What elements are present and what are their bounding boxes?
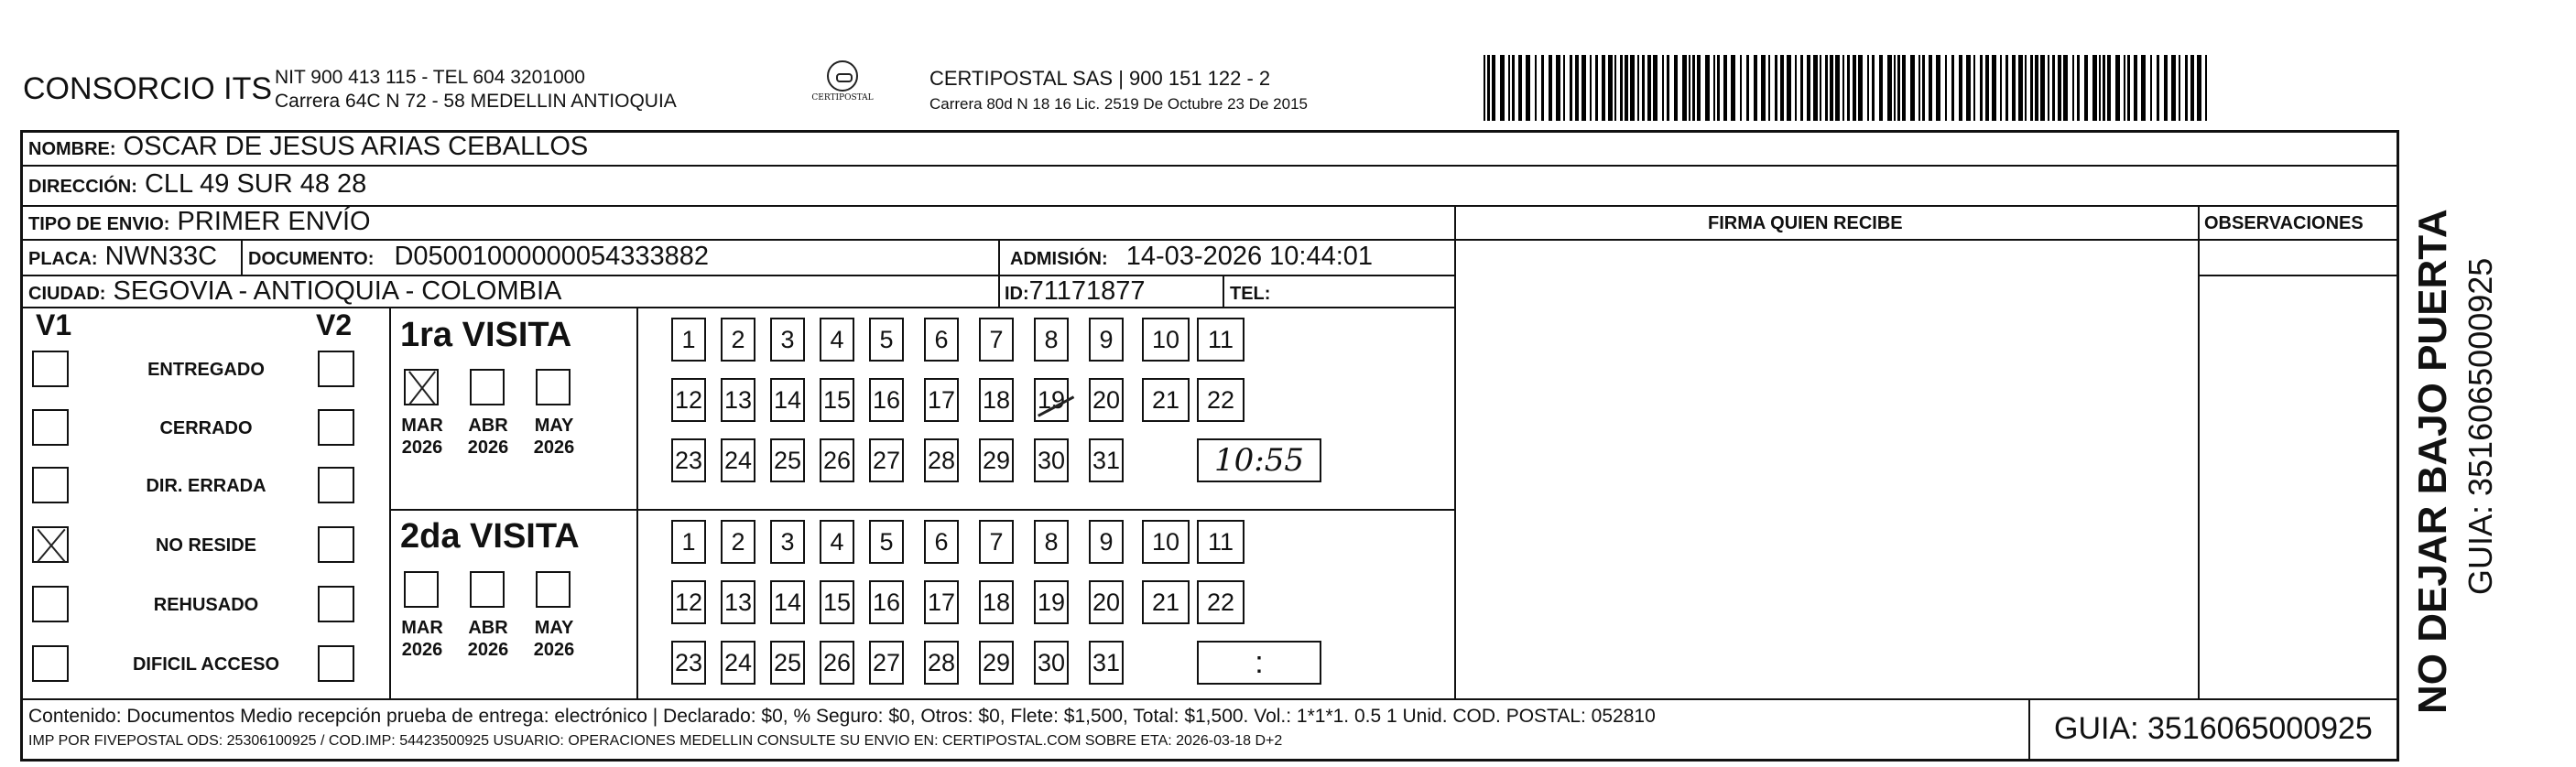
id-value: 71171877 — [1028, 276, 1146, 306]
day-box[interactable]: 29 — [979, 438, 1014, 482]
certipostal-logo — [806, 60, 879, 115]
day-box[interactable]: 6 — [924, 520, 959, 564]
v1-checkbox[interactable] — [32, 409, 69, 446]
month-checkbox[interactable] — [404, 369, 439, 405]
tipo-envio-value: PRIMER ENVÍO — [177, 207, 371, 236]
v2-checkbox[interactable] — [318, 526, 354, 563]
day-box[interactable]: 13 — [721, 580, 755, 624]
firma-header: FIRMA QUIEN RECIBE — [1708, 213, 1903, 233]
header — [0, 0, 2576, 133]
status-label: DIR. ERRADA — [146, 476, 266, 496]
admision-value: 14-03-2026 10:44:01 — [1125, 242, 1374, 271]
barcode-bar — [2025, 55, 2027, 121]
barcode-bar — [1614, 55, 1616, 121]
barcode-bar — [1800, 55, 1803, 121]
barcode-bar — [2005, 55, 2008, 121]
footer-content-line: Contenido: Documentos Medio recepción prueba de entrega: electrónico | Declarado: $0, % Seguro: $0, Otros: $0, Flete: $1,500, Total: $1,500. Vol.: 1*1*1. 0.5 1 Unid. COD. POSTAL: 052810 — [28, 706, 1656, 727]
barcode-bar — [1689, 55, 1690, 121]
barcode-bar — [2179, 55, 2180, 121]
barcode-bar — [2063, 55, 2068, 121]
barcode-bar — [1959, 55, 1962, 121]
barcode-bar — [2197, 55, 2201, 121]
day-box[interactable]: 6 — [924, 318, 959, 362]
barcode-bar — [2141, 55, 2146, 121]
month-year: 2026 — [467, 438, 509, 458]
company-address: Carrera 64C N 72 - 58 MEDELLIN ANTIOQUIA — [275, 91, 677, 112]
day-box[interactable]: 14 — [770, 580, 805, 624]
barcode-bar — [2000, 55, 2002, 121]
barcode-bar — [2012, 55, 2016, 121]
barcode-bar — [1910, 55, 1915, 121]
barcode-bar — [1595, 55, 1598, 121]
barcode-bar — [1581, 55, 1586, 121]
barcode-bar — [1795, 55, 1797, 121]
v2-checkbox[interactable] — [318, 409, 354, 446]
day-box[interactable]: 2 — [721, 318, 755, 362]
day-box[interactable]: 5 — [869, 520, 904, 564]
barcode-bar — [1842, 55, 1844, 121]
day-box[interactable]: 3 — [770, 318, 805, 362]
month-checkbox[interactable] — [536, 571, 571, 608]
row-tel — [1230, 276, 1270, 307]
day-box[interactable]: 31 — [1089, 641, 1124, 685]
barcode-bar — [1492, 55, 1495, 121]
barcode-bar — [2103, 55, 2105, 121]
rule — [2198, 275, 2399, 276]
barcode-bar — [1518, 55, 1522, 121]
barcode-bar — [1951, 55, 1954, 121]
rule — [389, 509, 1454, 511]
rule — [998, 239, 1000, 307]
ciudad-value: SEGOVIA - ANTIOQUIA - COLOMBIA — [113, 276, 562, 306]
barcode-bar — [1761, 55, 1766, 121]
barcode-bar — [2205, 55, 2207, 121]
visit-time-box[interactable]: : — [1197, 641, 1321, 685]
barcode-bar — [1754, 55, 1757, 121]
barcode-bar — [1526, 55, 1530, 121]
day-box[interactable]: 11 — [1197, 520, 1245, 564]
day-box[interactable]: 9 — [1089, 318, 1124, 362]
day-box[interactable]: 17 — [924, 378, 959, 422]
barcode-bar — [1731, 55, 1735, 121]
day-box[interactable]: 31 — [1089, 438, 1124, 482]
day-box[interactable]: 15 — [820, 580, 854, 624]
barcode-bar — [1713, 55, 1715, 121]
v1-checkbox[interactable] — [32, 351, 69, 387]
barcode-bar — [2040, 55, 2045, 121]
status-label: ENTREGADO — [147, 360, 265, 380]
row-id — [1005, 276, 1146, 307]
barcode-bar — [2190, 55, 2194, 121]
v1-checkbox[interactable] — [32, 645, 69, 682]
admision-label: ADMISIÓN: — [1010, 249, 1108, 269]
barcode-bar — [1723, 55, 1727, 121]
rule — [23, 307, 1454, 308]
barcode-bar — [1887, 55, 1892, 121]
barcode-bar — [1625, 55, 1628, 121]
carrier-license: Carrera 80d N 18 16 Lic. 2519 De Octubre 23 De 2015 — [929, 95, 1308, 113]
no-dejar-bajo-puerta: NO DEJAR BAJO PUERTA — [2410, 209, 2455, 714]
month-name: MAY — [534, 416, 574, 436]
barcode — [1484, 55, 2216, 121]
day-box[interactable]: 24 — [721, 641, 755, 685]
rule — [2198, 205, 2200, 698]
month-checkbox[interactable] — [404, 571, 439, 608]
status-label: REHUSADO — [153, 595, 259, 615]
rule — [241, 239, 243, 275]
day-box[interactable]: 24 — [721, 438, 755, 482]
rule — [23, 239, 2397, 241]
barcode-bar — [1487, 55, 1490, 121]
day-box[interactable]: 23 — [671, 641, 706, 685]
barcode-bar — [1897, 55, 1900, 121]
day-box[interactable]: 19 — [1034, 378, 1069, 422]
barcode-bar — [2107, 55, 2111, 121]
barcode-bar — [2048, 55, 2049, 121]
barcode-bar — [2030, 55, 2033, 121]
day-box[interactable]: 27 — [869, 641, 904, 685]
barcode-bar — [1858, 55, 1863, 121]
barcode-bar — [1590, 55, 1592, 121]
barcode-bar — [2058, 55, 2061, 121]
day-box[interactable]: 10 — [1142, 318, 1190, 362]
barcode-bar — [1867, 55, 1869, 121]
barcode-bar — [2052, 55, 2055, 121]
barcode-bar — [1549, 55, 1552, 121]
company-name: CONSORCIO ITS — [23, 71, 273, 106]
barcode-bar — [1746, 55, 1749, 121]
row-nombre — [28, 132, 588, 162]
month-name: ABR — [468, 618, 508, 638]
rule — [23, 698, 2397, 700]
day-box[interactable]: 13 — [721, 378, 755, 422]
barcode-bar — [1775, 55, 1777, 121]
side-guia: GUIA: 3516065000925 — [2462, 257, 2499, 595]
id-label: ID: — [1005, 284, 1029, 304]
barcode-bar — [1653, 55, 1658, 121]
day-box[interactable]: 22 — [1197, 378, 1245, 422]
company-info — [275, 66, 677, 113]
rule — [1454, 205, 1456, 698]
barcode-bar — [1705, 55, 1710, 121]
barcode-bar — [1872, 55, 1875, 121]
row-admision — [1010, 242, 1373, 272]
v2-header: V2 — [316, 308, 353, 341]
barcode-bar — [1602, 55, 1605, 121]
v1-checkbox[interactable] — [32, 526, 69, 563]
day-box[interactable]: 1 — [671, 318, 706, 362]
barcode-bar — [1508, 55, 1510, 121]
barcode-bar — [1825, 55, 1828, 121]
barcode-bar — [1936, 55, 1940, 121]
nombre-value: OSCAR DE JESUS ARIAS CEBALLOS — [123, 132, 589, 161]
tel-label: TEL: — [1230, 284, 1271, 304]
day-box[interactable]: 25 — [770, 438, 805, 482]
barcode-bar — [1992, 55, 1996, 121]
placa-value: NWN33C — [104, 242, 218, 271]
barcode-bar — [1674, 55, 1678, 121]
first-visit-title: 1ra VISITA — [400, 316, 572, 354]
barcode-bar — [1780, 55, 1784, 121]
barcode-bar — [2077, 55, 2080, 121]
rule — [1223, 275, 1224, 307]
barcode-bar — [2072, 55, 2074, 121]
rule — [23, 165, 2397, 167]
rule — [636, 307, 638, 698]
status-label: CERRADO — [159, 418, 253, 438]
footer-guia: GUIA: 3516065000925 — [2054, 711, 2373, 746]
barcode-bar — [2115, 55, 2120, 121]
day-box[interactable]: 1 — [671, 520, 706, 564]
barcode-bar — [1692, 55, 1695, 121]
placa-label: PLACA: — [28, 249, 98, 269]
barcode-bar — [2164, 55, 2168, 121]
barcode-bar — [1807, 55, 1810, 121]
logo-emblem-icon — [827, 60, 858, 92]
barcode-bar — [1847, 55, 1850, 121]
second-visit-title: 2da VISITA — [400, 517, 580, 556]
day-box[interactable]: 18 — [979, 580, 1014, 624]
barcode-bar — [2092, 55, 2097, 121]
day-box[interactable]: 7 — [979, 318, 1014, 362]
rule — [23, 205, 2397, 207]
month-label — [393, 617, 451, 661]
status-label: NO RESIDE — [155, 535, 257, 556]
row-direccion — [28, 169, 366, 200]
shipping-label-frame — [20, 130, 2399, 762]
barcode-bar — [1541, 55, 1544, 121]
barcode-bar — [1966, 55, 1971, 121]
day-box[interactable]: 8 — [1034, 520, 1069, 564]
barcode-bar — [1835, 55, 1840, 121]
day-box[interactable]: 23 — [671, 438, 706, 482]
day-box[interactable]: 12 — [671, 580, 706, 624]
barcode-bar — [2035, 55, 2038, 121]
barcode-bar — [2185, 55, 2188, 121]
day-box[interactable]: 16 — [869, 378, 904, 422]
barcode-bar — [2171, 55, 2176, 121]
barcode-bar — [1820, 55, 1821, 121]
month-checkbox[interactable] — [536, 369, 571, 405]
day-box[interactable]: 21 — [1142, 378, 1190, 422]
barcode-bar — [1662, 55, 1664, 121]
month-label — [525, 617, 583, 661]
barcode-bar — [1918, 55, 1920, 121]
day-box[interactable]: 28 — [924, 438, 959, 482]
day-box[interactable]: 30 — [1034, 641, 1069, 685]
barcode-bar — [1535, 55, 1537, 121]
barcode-bar — [1830, 55, 1833, 121]
direccion-value: CLL 49 SUR 48 28 — [144, 169, 367, 199]
month-label — [393, 415, 451, 459]
month-label — [459, 415, 517, 459]
v1-checkbox[interactable] — [32, 467, 69, 503]
barcode-bar — [1894, 55, 1896, 121]
barcode-bar — [1556, 55, 1560, 121]
barcode-bar — [1980, 55, 1983, 121]
day-box[interactable]: 20 — [1089, 580, 1124, 624]
barcode-bar — [2018, 55, 2023, 121]
footer-print-line: IMP POR FIVEPOSTAL ODS: 25306100925 / COD.IMP: 54423500925 USUARIO: OPERACIONES MEDELLIN CONSULTE SU ENVIO EN: CERTIPOSTAL.COM SOBRE ETA: 2026-03-18 D+2 — [28, 733, 1283, 749]
barcode-bar — [1922, 55, 1925, 121]
ciudad-label: CIUDAD: — [28, 284, 106, 304]
v2-checkbox[interactable] — [318, 645, 354, 682]
barcode-bar — [2127, 55, 2130, 121]
barcode-bar — [1717, 55, 1720, 121]
barcode-bar — [1853, 55, 1856, 121]
day-box[interactable]: 7 — [979, 520, 1014, 564]
rule — [389, 307, 391, 698]
day-box[interactable]: 2 — [721, 520, 755, 564]
month-year: 2026 — [533, 438, 575, 458]
barcode-bar — [2150, 55, 2152, 121]
day-box[interactable]: 4 — [820, 520, 854, 564]
documento-label: DOCUMENTO: — [248, 249, 375, 269]
day-box[interactable]: 11 — [1197, 318, 1245, 362]
month-name: MAY — [534, 618, 574, 638]
v2-checkbox[interactable] — [318, 586, 354, 622]
carrier-name: CERTIPOSTAL SAS | 900 151 122 - 2 — [929, 67, 1271, 90]
barcode-bar — [2157, 55, 2159, 121]
row-ciudad — [28, 276, 561, 307]
barcode-bar — [1647, 55, 1651, 121]
barcode-bar — [1667, 55, 1669, 121]
month-year: 2026 — [401, 640, 443, 660]
day-box[interactable]: 19 — [1034, 580, 1069, 624]
day-box[interactable]: 16 — [869, 580, 904, 624]
barcode-bar — [2124, 55, 2125, 121]
direccion-label: DIRECCIÓN: — [28, 177, 137, 197]
day-box[interactable]: 14 — [770, 378, 805, 422]
tipo-envio-label: TIPO DE ENVIO: — [28, 214, 170, 234]
barcode-bar — [2099, 55, 2101, 121]
v2-checkbox[interactable] — [318, 467, 354, 503]
barcode-bar — [1929, 55, 1932, 121]
day-box[interactable]: 25 — [770, 641, 805, 685]
month-year: 2026 — [533, 640, 575, 660]
row-tipo-envio — [28, 207, 371, 237]
v2-checkbox[interactable] — [318, 351, 354, 387]
barcode-bar — [1768, 55, 1770, 121]
day-box[interactable]: 9 — [1089, 520, 1124, 564]
barcode-bar — [1787, 55, 1791, 121]
day-box[interactable]: 4 — [820, 318, 854, 362]
v1-header: V1 — [36, 308, 72, 341]
nombre-label: NOMBRE: — [28, 139, 116, 159]
documento-value: D05001000000054333882 — [394, 242, 709, 271]
day-box[interactable]: 29 — [979, 641, 1014, 685]
logo-text: CERTIPOSTAL — [811, 93, 874, 103]
month-name: MAR — [401, 618, 443, 638]
day-box[interactable]: 8 — [1034, 318, 1069, 362]
barcode-bar — [1608, 55, 1613, 121]
day-box[interactable]: 20 — [1089, 378, 1124, 422]
barcode-bar — [1945, 55, 1947, 121]
barcode-bar — [1570, 55, 1572, 121]
barcode-bar — [1973, 55, 1975, 121]
row-documento — [248, 242, 709, 272]
day-box[interactable]: 28 — [924, 641, 959, 685]
barcode-bar — [1637, 55, 1639, 121]
barcode-bar — [2134, 55, 2137, 121]
status-label: DIFICIL ACCESO — [132, 654, 279, 675]
barcode-bar — [1575, 55, 1579, 121]
month-label — [525, 415, 583, 459]
day-box[interactable]: 22 — [1197, 580, 1245, 624]
day-box[interactable]: 12 — [671, 378, 706, 422]
barcode-bar — [1682, 55, 1687, 121]
barcode-bar — [1740, 55, 1742, 121]
barcode-bar — [1512, 55, 1515, 121]
day-box[interactable]: 5 — [869, 318, 904, 362]
month-name: ABR — [468, 416, 508, 436]
barcode-bar — [1620, 55, 1623, 121]
day-box[interactable]: 18 — [979, 378, 1014, 422]
barcode-bar — [1697, 55, 1701, 121]
barcode-bar — [1985, 55, 1989, 121]
month-year: 2026 — [401, 438, 443, 458]
barcode-bar — [1813, 55, 1818, 121]
rule — [2028, 698, 2030, 759]
carrier-info — [929, 66, 1308, 117]
day-box[interactable]: 3 — [770, 520, 805, 564]
barcode-bar — [1484, 55, 1485, 121]
company-nit: NIT 900 413 115 - TEL 604 3201000 — [275, 67, 585, 88]
day-box[interactable]: 21 — [1142, 580, 1190, 624]
day-box[interactable]: 30 — [1034, 438, 1069, 482]
barcode-bar — [2084, 55, 2088, 121]
row-placa — [28, 242, 217, 272]
visit-time-box[interactable]: 10:55 — [1197, 438, 1321, 482]
month-year: 2026 — [467, 640, 509, 660]
day-box[interactable]: 26 — [820, 438, 854, 482]
barcode-bar — [1563, 55, 1565, 121]
barcode-bar — [1500, 55, 1505, 121]
day-box[interactable]: 27 — [869, 438, 904, 482]
barcode-bar — [1642, 55, 1645, 121]
month-label — [459, 617, 517, 661]
month-name: MAR — [401, 416, 443, 436]
v1-checkbox[interactable] — [32, 586, 69, 622]
day-box[interactable]: 10 — [1142, 520, 1190, 564]
barcode-bar — [1630, 55, 1635, 121]
observaciones-header: OBSERVACIONES — [2204, 213, 2364, 233]
day-box[interactable]: 26 — [820, 641, 854, 685]
day-box[interactable]: 15 — [820, 378, 854, 422]
barcode-bar — [1902, 55, 1906, 121]
month-checkbox[interactable] — [470, 571, 505, 608]
barcode-bar — [1879, 55, 1883, 121]
day-box[interactable]: 17 — [924, 580, 959, 624]
month-checkbox[interactable] — [470, 369, 505, 405]
